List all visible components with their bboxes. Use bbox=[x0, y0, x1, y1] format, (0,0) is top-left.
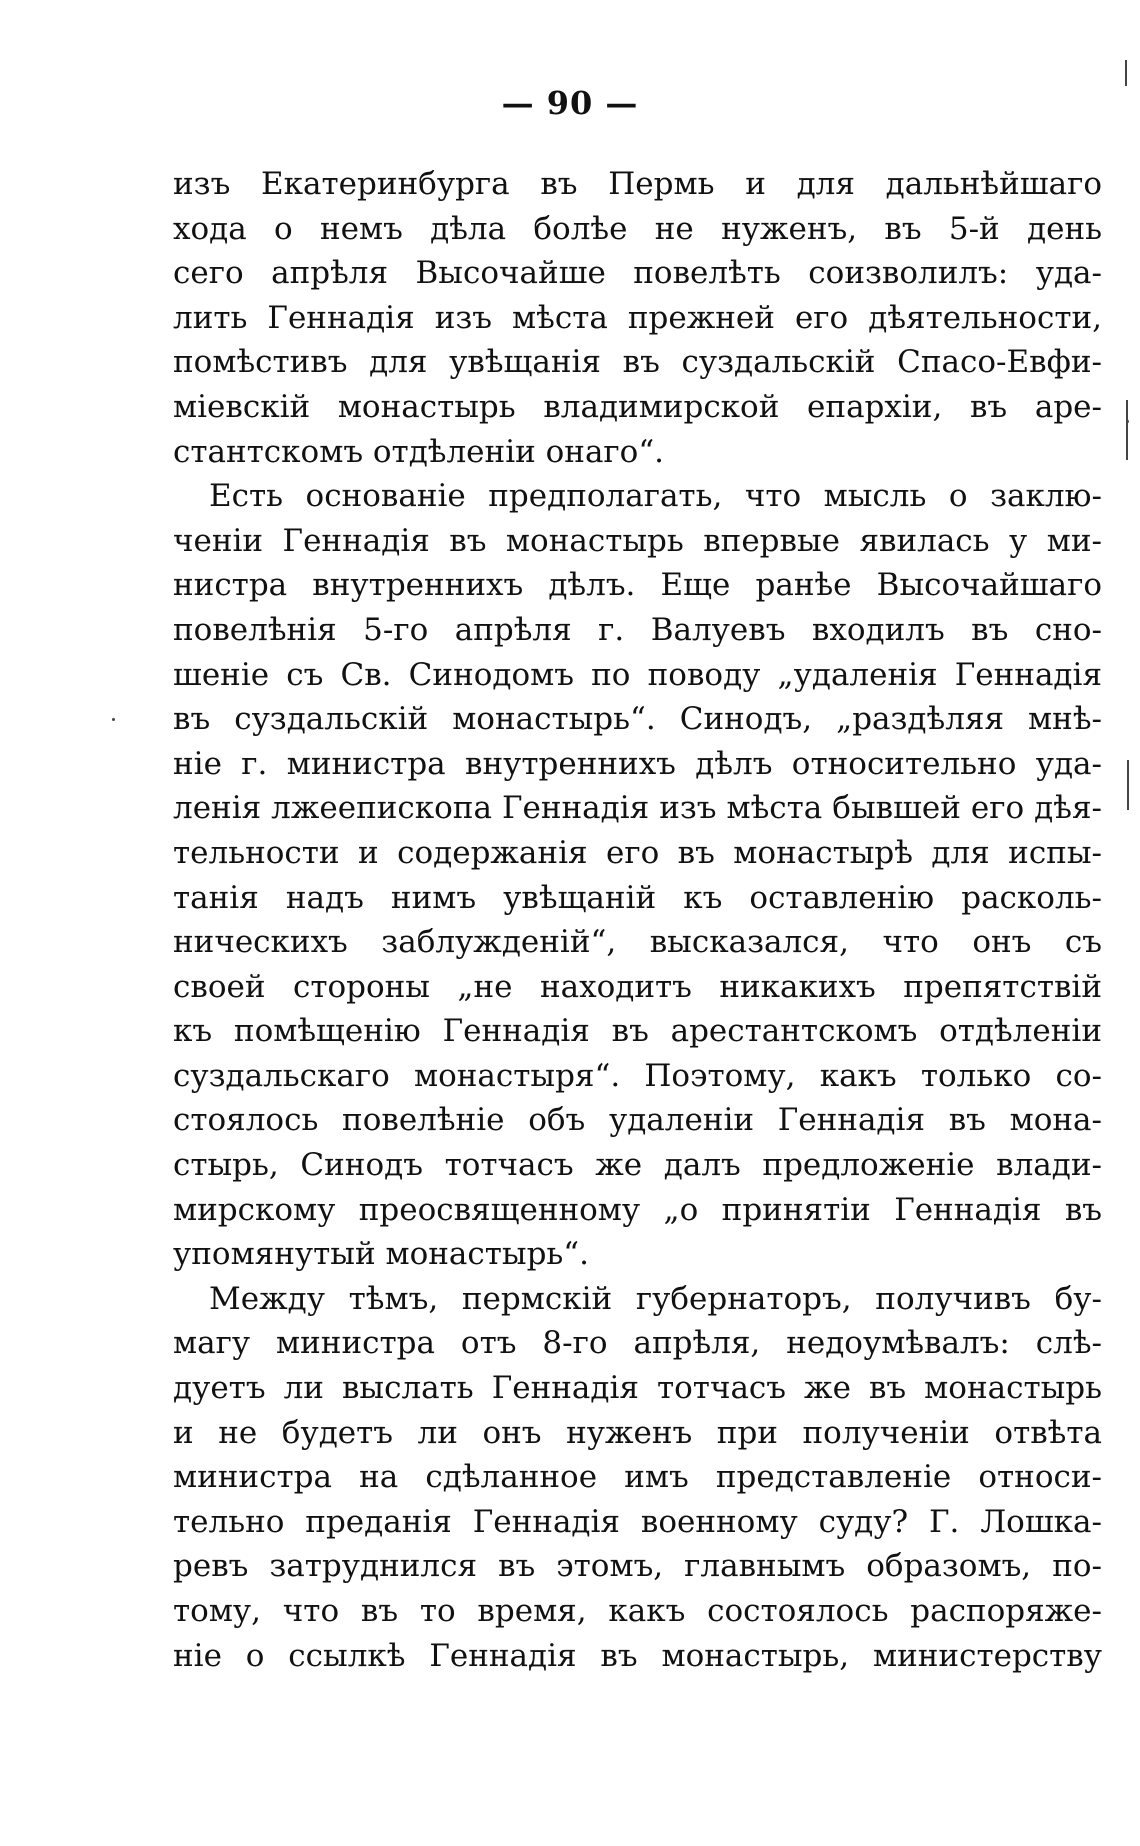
scan-speck bbox=[112, 718, 115, 721]
scan-speck bbox=[1126, 420, 1129, 423]
scan-speck bbox=[1126, 400, 1128, 460]
paragraph-start-line: Между тѣмъ, пермскій губернаторъ, получивъ бу- bbox=[209, 1280, 1102, 1317]
text-line: суздальскаго монастыря“. Поэтому, какъ только со- bbox=[173, 1057, 1102, 1094]
text-line: ніе о ссылкѣ Геннадія въ монастырь, министерству bbox=[173, 1637, 1102, 1674]
text-line: изъ Екатеринбурга въ Пермь и для дальнѣйшаго bbox=[173, 166, 1102, 202]
scan-speck bbox=[1127, 760, 1129, 810]
text-line: дуетъ ли выслать Геннадія тотчасъ же въ монастырь bbox=[173, 1370, 1102, 1407]
text-line: лить Геннадія изъ мѣста прежней его дѣятельности, bbox=[173, 299, 1102, 336]
text-line: ленія лжеепископа Геннадія изъ мѣста бывшей его дѣя- bbox=[173, 790, 1102, 827]
text-line: тому, что въ то время, какъ состоялось распоряже- bbox=[173, 1593, 1102, 1629]
text-line: министра на сдѣланное имъ представленіе относи- bbox=[173, 1459, 1102, 1496]
text-line: мирскому преосвященному „о принятіи Геннадія въ bbox=[173, 1191, 1102, 1228]
text-line: ченіи Геннадія въ монастырь впервые явилась у ми- bbox=[173, 522, 1102, 559]
text-line: танія надъ нимъ увѣщаній къ оставленію расколь- bbox=[173, 879, 1102, 916]
text-line: нистра внутреннихъ дѣлъ. Еще ранѣе Высочайшаго bbox=[173, 567, 1102, 604]
text-line: стантскомъ отдѣленіи онаго“. bbox=[173, 433, 665, 470]
text-line: тельно преданія Геннадія военному суду? Г. Лошка- bbox=[173, 1503, 1102, 1540]
text-line: стырь, Синодъ тотчасъ же далъ предложеніе влади- bbox=[173, 1147, 1102, 1184]
text-line: къ помѣщенію Геннадія въ арестантскомъ отдѣленіи bbox=[173, 1013, 1102, 1050]
text-line: въ суздальскій монастырь“. Синодъ, „раздѣляя мнѣ- bbox=[173, 701, 1102, 738]
text-line: тельности и содержанія его въ монастырѣ для испы- bbox=[173, 834, 1102, 871]
paragraph-start-line: Есть основаніе предполагать, что мысль о заклю- bbox=[209, 478, 1102, 515]
text-line: міевскій монастырь владимирской епархіи, въ аре- bbox=[173, 388, 1102, 425]
text-line: шеніе съ Св. Синодомъ по поводу „удаленія Геннадія bbox=[173, 656, 1102, 693]
text-line: стоялось повелѣніе объ удаленіи Геннадія въ мона- bbox=[173, 1102, 1102, 1139]
text-line: своей стороны „не находитъ никакихъ препятствій bbox=[173, 968, 1102, 1005]
text-line: ническихъ заблужденій“, высказался, что онъ съ bbox=[173, 924, 1102, 961]
text-line: сего апрѣля Высочайше повелѣть соизволилъ: уда- bbox=[173, 255, 1102, 292]
text-line: хода о немъ дѣла болѣе не нуженъ, въ 5-й день bbox=[173, 210, 1102, 247]
text-line: и не будетъ ли онъ нуженъ при полученіи отвѣта bbox=[173, 1414, 1102, 1451]
text-line: помѣстивъ для увѣщанія въ суздальскій Спасо-Евфи- bbox=[173, 344, 1102, 381]
scan-speck bbox=[1125, 60, 1127, 86]
text-line: повелѣнія 5-го апрѣля г. Валуевъ входилъ въ сно- bbox=[173, 611, 1102, 648]
body-text bbox=[173, 162, 1102, 1678]
text-line: упомянутый монастырь“. bbox=[173, 1236, 590, 1273]
text-line: магу министра отъ 8-го апрѣля, недоумѣвалъ: слѣ- bbox=[173, 1325, 1102, 1362]
text-line: ніе г. министра внутреннихъ дѣлъ относительно уда- bbox=[173, 745, 1102, 782]
text-line: ревъ затруднился въ этомъ, главнымъ образомъ, по- bbox=[173, 1548, 1102, 1585]
page-number: — 90 — bbox=[501, 84, 639, 122]
